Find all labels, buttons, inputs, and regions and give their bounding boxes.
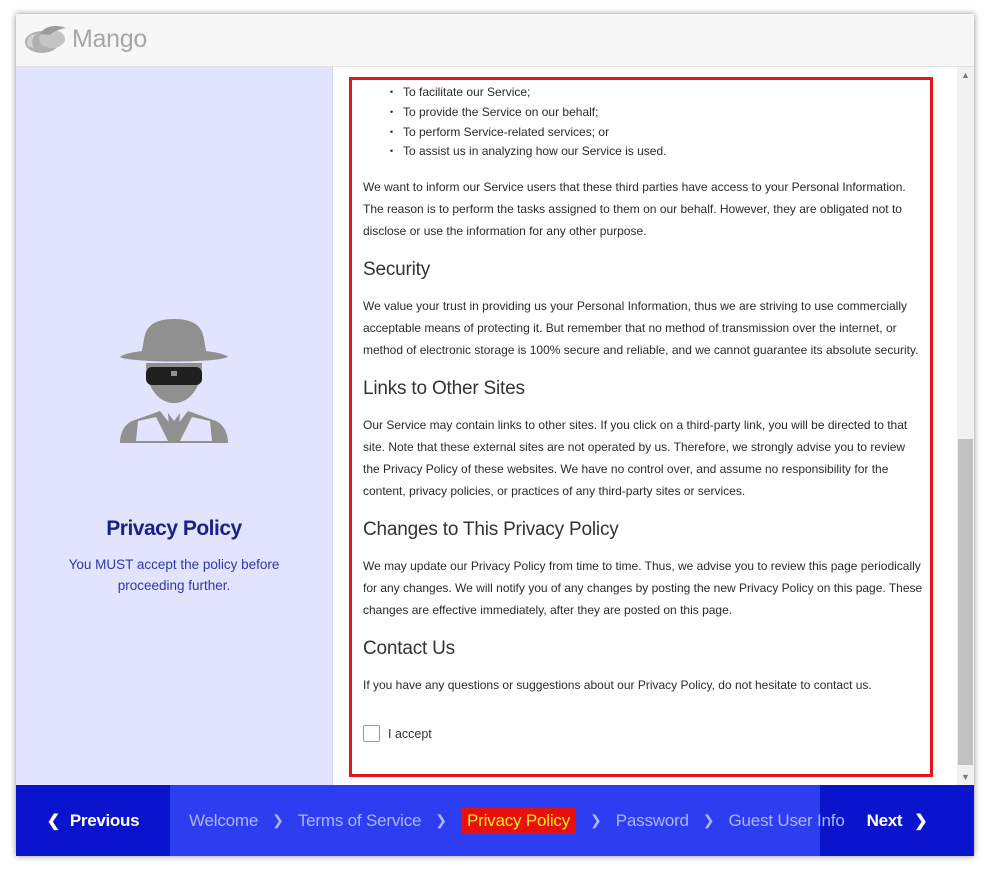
left-info-panel (16, 67, 333, 785)
changes-heading: Changes to This Privacy Policy (363, 519, 619, 541)
accept-label[interactable]: I accept (388, 726, 432, 741)
app-logo (22, 22, 147, 56)
policy-scroll-area[interactable] (333, 67, 957, 785)
vertical-scrollbar[interactable] (957, 67, 974, 785)
list-item: • To facilitate our Service; (390, 83, 923, 103)
chevron-right-icon: ❯ (435, 812, 447, 828)
chevron-right-icon: ❯ (272, 812, 284, 828)
wizard-footer (16, 785, 974, 856)
links-heading: Links to Other Sites (363, 378, 525, 400)
previous-label: Previous (69, 810, 140, 830)
app-name: Mango (72, 24, 147, 53)
third-party-paragraph: We want to inform our Service users that these third parties have access to your Personal Information. The reason is to perform the tasks assigned to them on our behalf. However, they are obligated not to disclose or use the information for any other purpose. (363, 180, 906, 239)
step-terms-of-service[interactable]: Terms of Service (297, 810, 422, 830)
changes-paragraph: We may update our Privacy Policy from time to time. Thus, we advise you to review this page periodically for any changes. We will notify you of any changes by posting the new Privacy Policy on this page. These changes are effective immediately, after they are posted on this page. (363, 559, 923, 618)
step-guest-user-info[interactable]: Guest User Info (728, 810, 845, 830)
contact-paragraph: If you have any questions or suggestions about our Privacy Policy, do not hesitate to contact us. (363, 678, 872, 693)
scroll-down-arrow-icon[interactable]: ▼ (961, 772, 970, 782)
next-button[interactable] (820, 785, 974, 856)
spy-icon (116, 317, 232, 445)
policy-document (363, 83, 923, 742)
accept-checkbox[interactable] (363, 725, 380, 742)
next-label: Next (866, 810, 903, 830)
left-title: Privacy Policy (106, 517, 242, 540)
scrollbar-thumb[interactable] (958, 439, 973, 765)
mango-logo-icon (22, 22, 70, 56)
step-welcome[interactable]: Welcome (189, 810, 259, 830)
accept-row[interactable] (363, 725, 923, 742)
chevron-left-icon: ❮ (46, 812, 60, 830)
security-paragraph: We value your trust in providing us your Personal Information, thus we are striving to use commercially acceptable means of protecting it. But remember that no method of transmission over the internet, or method of electronic storage is 100% secure and reliable, and we cannot guarantee its absolute security. (363, 299, 919, 358)
list-item: • To perform Service-related services; or (390, 123, 923, 143)
chevron-right-icon: ❯ (702, 812, 715, 828)
links-paragraph: Our Service may contain links to other sites. If you click on a third-party link, you will be directed to that site. Note that these external sites are not operated by us. Therefore, we strongly advise you to review the Privacy Policy of these websites. We have no control over, and assume no responsibility for the content, privacy policies, or practices of any third-party sites or services. (363, 418, 908, 499)
chevron-right-icon: ❯ (914, 812, 928, 830)
previous-button[interactable] (16, 785, 170, 856)
step-privacy-policy[interactable]: Privacy Policy (461, 808, 576, 834)
scroll-up-arrow-icon[interactable]: ▲ (961, 70, 970, 80)
contact-heading: Contact Us (363, 638, 455, 660)
setup-window (16, 14, 974, 856)
chevron-right-icon: ❯ (590, 812, 602, 828)
wizard-steps (170, 785, 845, 856)
list-item: • To provide the Service on our behalf; (390, 103, 923, 123)
security-heading: Security (363, 259, 431, 281)
header-bar (16, 14, 974, 67)
step-password[interactable]: Password (615, 810, 689, 830)
bullet-list (363, 83, 923, 162)
list-item: • To assist us in analyzing how our Service is used. (390, 142, 923, 162)
left-subtitle: You MUST accept the policy before proceeding further. (68, 557, 280, 593)
